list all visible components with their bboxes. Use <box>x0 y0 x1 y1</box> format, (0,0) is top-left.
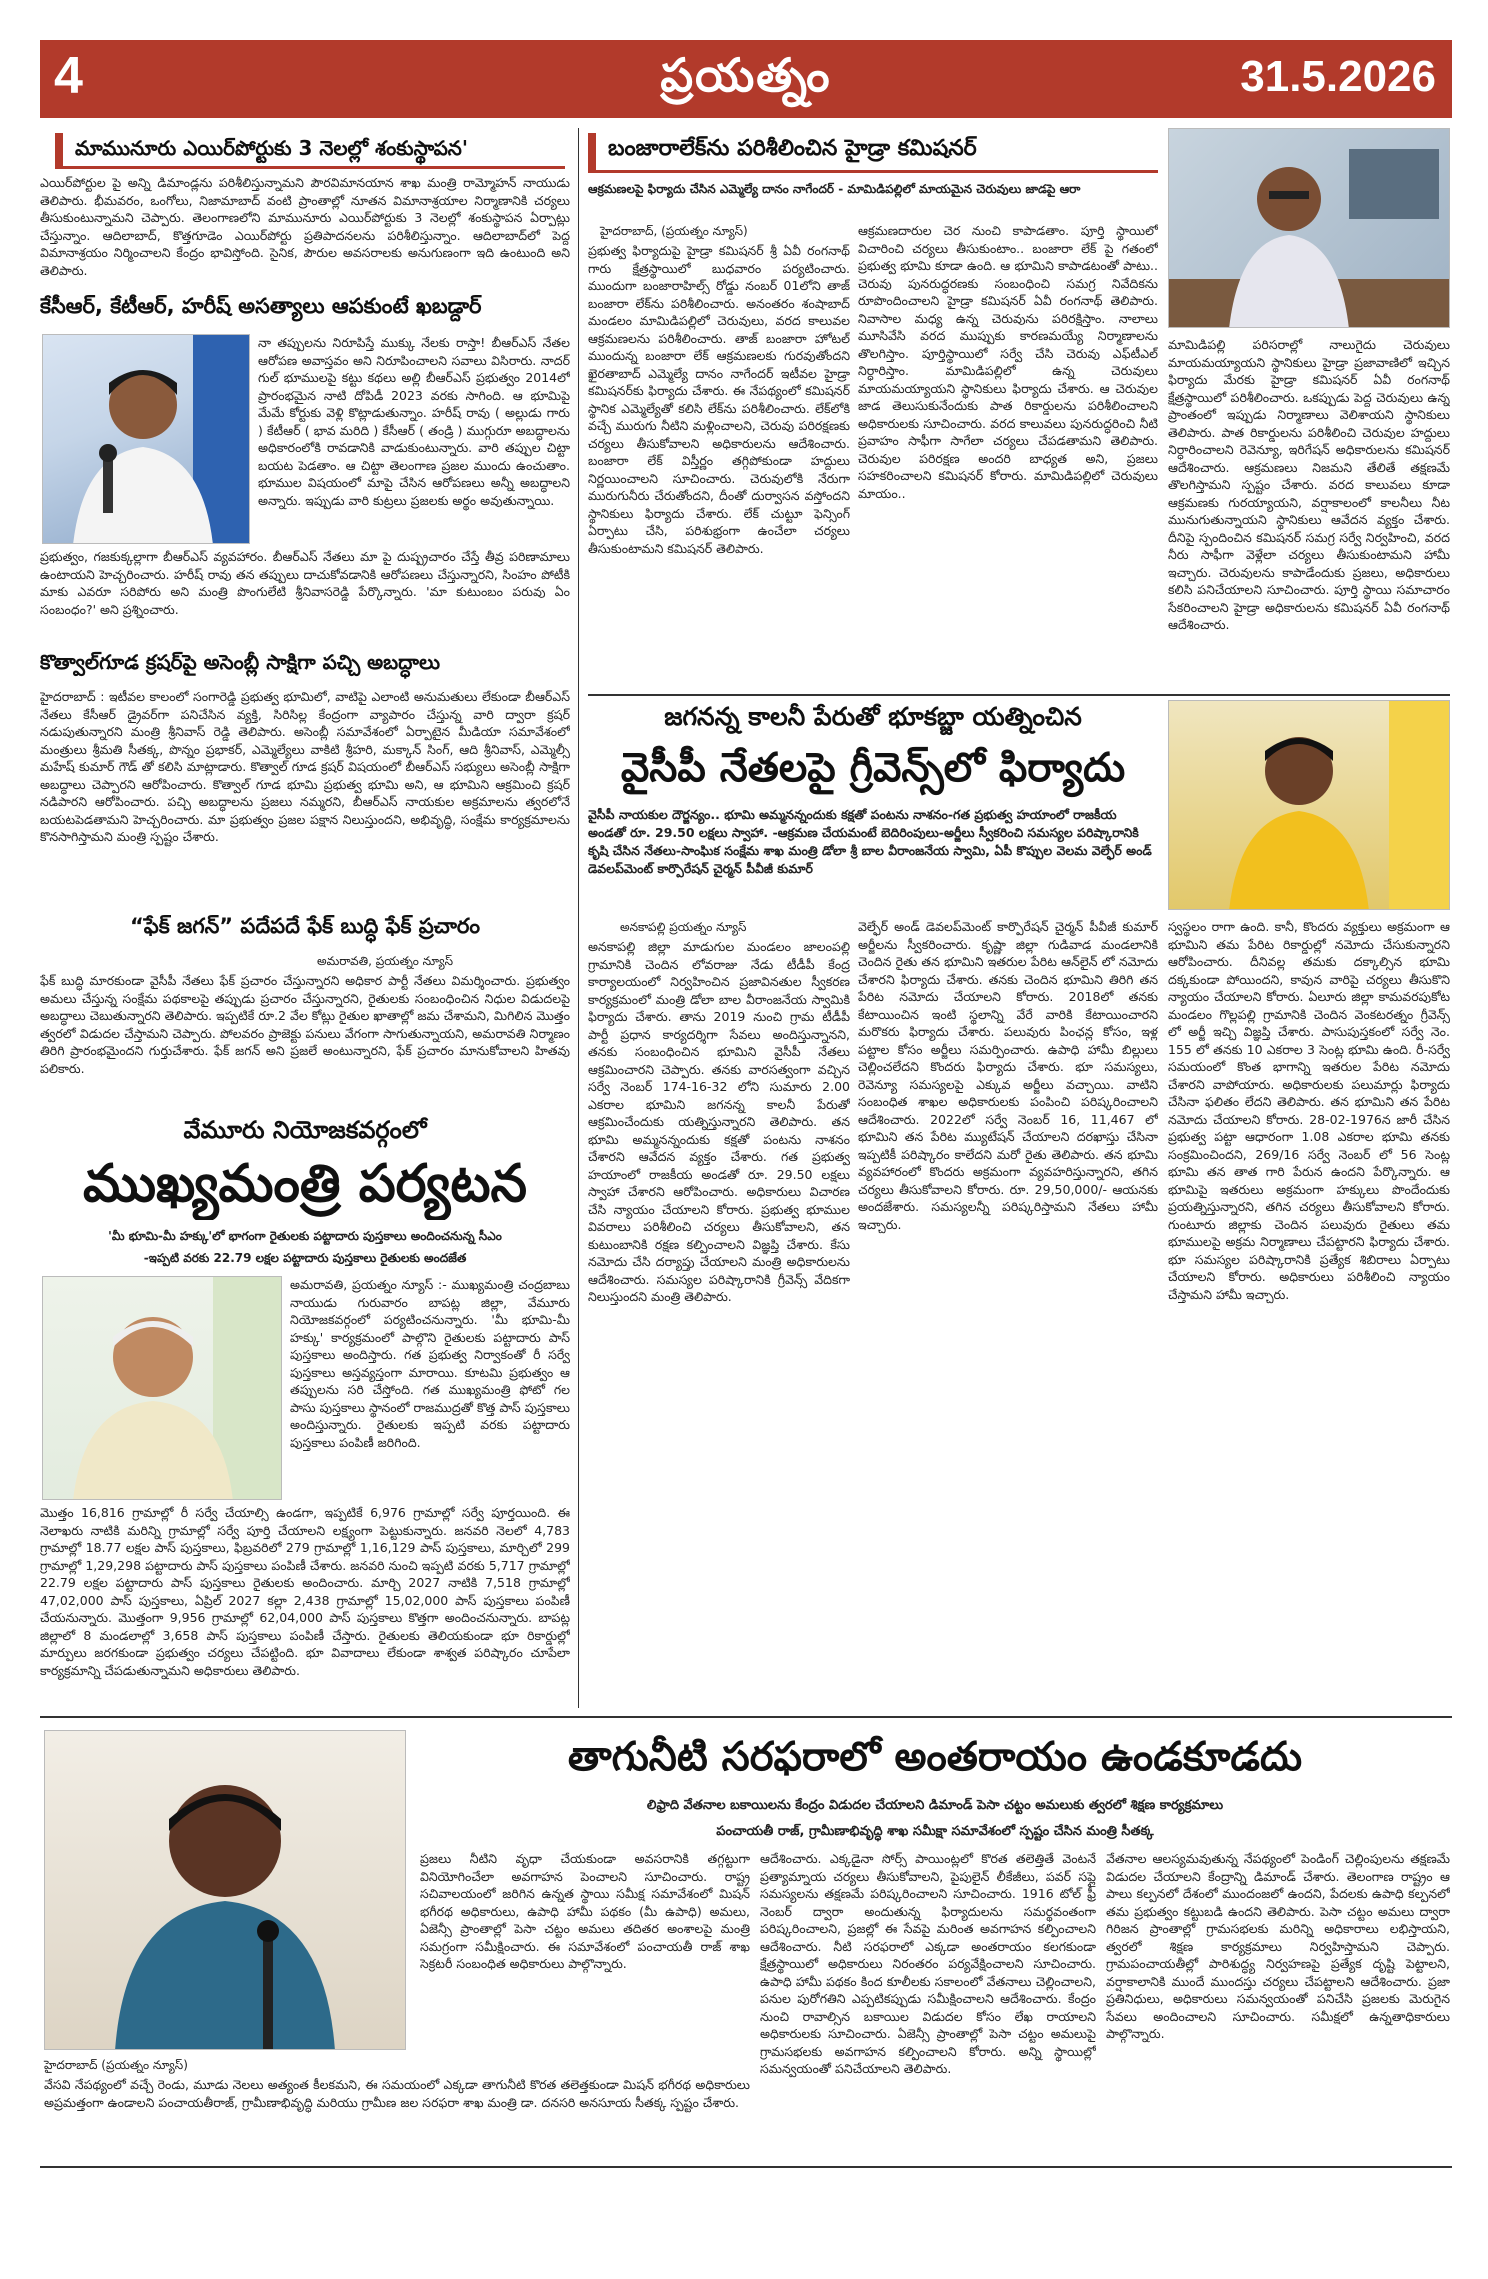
hydra-column-3: మామిడిపల్లి పరిసరాల్లో నాలుగైదు చెరువులు మాయమయ్యాయని స్థానికులు హైడ్రా ప్రజావాణిలో ఇచ్చిన ఫిర్యాదు మేరకు హైడ్రా కమిషనర్ ఏవీ రంగనాథ్ క్షేత్రస్థాయిలో పరిశీలించారు. ఒకప్పుడు పెద్ద చెరువులు ఉన్న ప్రాంతంలో ఇప్పుడు నిర్మాణాలు వెలిశాయని స్థానికులు తెలిపారు. పాత రికార్డులను పరిశీలించి చెరువుల హద్దులు నిర్ధారించాలని రెవెన్యూ, ఇరిగేషన్ అధికారులను కమిషనర్ ఆదేశించారు. ఆక్రమణలు నిజమని తేలితే తక్షణమే తొలగిస్తామని స్పష్టం చేశారు. వరద కాలువలు కూడా ఆక్రమణకు గురయ్యాయని, వర్షాకాలంలో కాలనీలు నీట మునుగుతున్నాయని స్థానికులు ఆవేదన వ్యక్తం చేశారు. దీనిపై స్పందించిన కమిషనర్ సమగ్ర సర్వే నిర్వహించి, వరద నీరు సాఫీగా వెళ్లేలా చర్యలు తీసుకుంటామని హామీ ఇచ్చారు. చెరువులను కాపాడేందుకు ప్రజలు, అధికారులు కలిసి పనిచేయాలని సూచించారు. పూర్తి స్థాయి సమాచారం సేకరించాలని హైడ్రా అధికారులను కమిషనర్ ఏవీ రంగనాథ్ ఆదేశించారు. <box>1168 337 1450 632</box>
airport-body: ఎయిర్‌పోర్టుల పై అన్ని డిమాండ్లను పరిశీలిస్తున్నామని పౌరవిమానయాన శాఖ మంత్రి రామ్మోహన్ నాయుడు తెలిపారు. భీమవరం, ఒంగోలు, నిజామాబాద్ వంటి ప్రాంతాల్లో నూతన విమానాశ్రయాల నిర్మాణానికి చర్యలు తీసుకుంటున్నామని చెప్పారు. తెలంగాణలోని మామునూరు ఎయిర్‌పోర్టుకు 3 నెలల్లో శంకుస్థాపన ఏర్పాట్లు చేస్తున్నాం. ఆదిలాబాద్, కొత్తగూడెం ఎయిర్‌పోర్టు ప్రతిపాదనలను పరిశీలిస్తున్నాం. ఆదిలాబాద్‌లో పెద్ద విమానాశ్రయం నిర్మించాలని కేంద్రం భావిస్తోంది. సైనిక, పౌరుల అవసరాలకు అనుగుణంగా ఇది ఉంటుంది అని తెలిపారు. <box>40 175 570 278</box>
ysrcp-column-1: అనకాపల్లి జిల్లా మాడుగుల మండలం జాలంపల్లి గ్రామానికి చెందిన లోవరాజు నేడు టీడీపీ కేంద్ర కార్యాలయంలో నిర్వహించిన ప్రజావినతుల స్వీకరణ కార్యక్రమంలో మంత్రి డోలా బాల వీరాంజనేయ స్వామికి ఫిర్యాదు చేశారు. తాను 2019 నుంచి గ్రామ టీడీపీ పార్టీ ప్రధాన కార్యదర్శిగా సేవలు అందిస్తున్నానని, తనకు సంబంధించిన భూమిని వైసీపీ నేతలు ఆక్రమించారని చెప్పారు. తనకు వారసత్వంగా వచ్చిన సర్వే నెంబర్ 174-16-32 లోని సుమారు 2.00 ఎకరాల భూమిని జగనన్న కాలనీ పేరుతో ఆక్రమించేందుకు యత్నిస్తున్నారని తెలిపారు. తన భూమి అమ్మనన్నందుకు కక్షతో పంటను నాశనం చేశారని ఆవేదన వ్యక్తం చేశారు. గత ప్రభుత్వ హయాంలో రాజకీయ అండతో రూ. 29.50 లక్షలు స్వాహా చేశారని ఆరోపించారు. అధికారులు విచారణ చేసి న్యాయం చేయాలని కోరారు. ప్రభుత్వ భూముల వివరాలు పరిశీలించి చర్యలు తీసుకోవాలని, తన కుటుంబానికి రక్షణ కల్పించాలని విజ్ఞప్తి చేశారు. కేసు నమోదు చేసి దర్యాప్తు చేయాలని మంత్రి అధికారులను ఆదేశించారు. సమస్యల పరిష్కారానికి గ్రీవెన్స్ వేదికగా నిలుస్తుందని మంత్రి తెలిపారు. <box>588 939 850 1304</box>
cm-kicker: వేమూరు నియోజకవర్గంలో <box>183 1116 427 1144</box>
cm-deck-1: 'మీ భూమి-మీ హక్కు'లో భాగంగా రైతులకు పట్టాదారు పుస్తకాలు అందించనున్న సీఎం <box>108 1229 502 1243</box>
minister-portrait-illustration <box>43 335 250 544</box>
minister-dola-photo <box>1168 700 1450 910</box>
minister-photo <box>42 334 250 544</box>
cm-headline: ముఖ్యమంత్రి పర్యటన <box>83 1154 527 1214</box>
commissioner-portrait-illustration <box>1169 129 1450 328</box>
cm-deck-2: -ఇప్పటి వరకు 22.79 లక్షల పట్టాదారు పుస్తకాలు రైతులకు అందజేత <box>143 1251 467 1265</box>
page-number: 4 <box>54 47 83 105</box>
section-rule <box>588 694 1450 696</box>
cm-photo <box>42 1276 282 1500</box>
fake-body: ఫేక్ బుద్ధి మారకుండా వైసీపీ నేతలు ఫేక్ ప్రచారం చేస్తున్నారని అధికార పార్టీ నేతలు విమర్శించారు. ప్రభుత్వం అమలు చేస్తున్న సంక్షేమ పథకాలపై తప్పుడు ప్రచారం చేస్తున్నారని, రైతులకు సంబంధించిన నిధుల విడుదలపై అబద్ధాలు చెబుతున్నారని తెలిపారు. ఇప్పటికే రూ.2 వేల కోట్లు రైతుల ఖాతాల్లో జమ చేశామని, మిగిలిన మొత్తం త్వరలో విడుదల చేస్తామని చెప్పారు. పోలవరం ప్రాజెక్టు పనులు వేగంగా సాగుతున్నాయని, అమరావతి నిర్మాణం తిరిగి ప్రారంభమైందని గుర్తుచేశారు. ఫేక్ జగన్ అని ప్రజలే అంటున్నారని, ఫేక్ ప్రచారం మానుకోవాలని హితవు పలికారు. <box>40 973 570 1076</box>
seethakka-photo <box>44 1730 406 2050</box>
column-divider <box>578 128 579 1708</box>
cm-portrait-illustration <box>43 1277 282 1500</box>
water-column-2: ఆదేశించారు. ఎక్కడైనా సోర్స్ పాయింట్లలో కొరత తలెత్తితే వెంటనే ప్రత్యామ్నాయ చర్యలు తీసుకోవాలని, పైపులైన్ లీకేజీలు, పవర్ సప్లై సమస్యలను తక్షణమే పరిష్కరించాలని సూచించారు. 1916 టోల్ ఫ్రీ నెంబర్ ద్వారా అందుతున్న ఫిర్యాదులను సమర్థవంతంగా పరిష్కరించాలని, ప్రజల్లో ఈ సేవపై మరింత అవగాహన కల్పించాలని ఆదేశించారు. నీటి సరఫరాలో ఎక్కడా అంతరాయం కలగకుండా క్షేత్రస్థాయిలో అధికారులు నిరంతరం పర్యవేక్షించాలని సూచించారు. ఉపాధి హామీ పథకం కింద కూలీలకు సకాలంలో వేతనాలు చెల్లించాలని, పనుల పురోగతిని ఎప్పటికప్పుడు సమీక్షించాలని ఆదేశించారు. కేంద్రం నుంచి రావాల్సిన బకాయిల విడుదల కోసం లేఖ రాయాలని అధికారులకు సూచించారు. ఏజెన్సీ ప్రాంతాల్లో పెసా చట్టం అమలుపై గ్రామసభలకు అవగాహన కల్పించాలని కోరారు. అన్ని స్థాయిల్లో సమన్వయంతో పనిచేయాలని తెలిపారు. <box>760 1851 1096 2076</box>
bottom-rule <box>40 1716 1452 1718</box>
cm-body-full: మొత్తం 16,816 గ్రామాల్లో రీ సర్వే చేయాల్సి ఉండగా, ఇప్పటికే 6,976 గ్రామాల్లో సర్వే పూర్తయింది. ఈ నెలాఖరు నాటికి మరిన్ని గ్రామాల్లో సర్వే పూర్తి చేయాలని లక్ష్యంగా పెట్టుకున్నారు. జనవరి నెలలో 4,783 గ్రామాల్లో 18.77 లక్షల పాస్ పుస్తకాలు, ఫిబ్రవరిలో 279 గ్రామాల్లో 1,16,129 పాస్ పుస్తకాలు, మార్చిలో 299 గ్రామాల్లో 1,29,298 పట్టాదారు పాస్ పుస్తకాలు పంపిణీ చేశారు. జనవరి నుంచి ఇప్పటి వరకు 5,717 గ్రామాల్లో 22.79 లక్షల పట్టాదారు పాస్ పుస్తకాలు రైతులకు అందించారు. మార్చి 2027 నాటికి 7,518 గ్రామాల్లో 47,02,000 పాస్ పుస్తకాలు, ఏప్రిల్ 2027 కల్లా 2,438 గ్రామాల్లో 15,02,000 పాస్ పుస్తకాలు పంపిణీ చేయనున్నారు. మొత్తంగా 9,956 గ్రామాల్లో 62,04,000 పాస్ పుస్తకాలు కొత్తగా అందించనున్నారు. బాపట్ల జిల్లాలో 8 మండలాల్లో 3,658 పాస్ పుస్తకాలు పంపిణీ చేస్తారు. రైతులకు తెలియకుండా భూ రికార్డుల్లో మార్పులు జరగకుండా ప్రభుత్వం చర్యలు చేపట్టింది. భూ వివాదాలు లేకుండా శాశ్వత పరిష్కారం చూపేలా కార్యక్రమాన్ని చేపడుతున్నామని అధికారులు తెలిపారు. <box>40 1505 570 1678</box>
hydra-headline: బంజారాలేక్‌ను పరిశీలించిన హైడ్రా కమిషనర్ <box>588 133 1158 173</box>
kcr-body-bottom: ప్రభుత్వం, గజకుక్కల్లాగా బీఆర్ఎస్ వ్యవహారం. బీఆర్ఎస్ నేతలు మా పై దుష్ప్రచారం చేస్తే తీవ్ర పరిణామాలు ఉంటాయని హెచ్చరించారు. హరీష్ రావు తన తప్పులు దాచుకోవడానికి ఆరోపణలు చేస్తున్నారని, సింహం పోటీకి మాకు ఎవరూ సరిపోరు అని మంత్రి పొంగులేటి శ్రీనివాసరెడ్డి పేర్కొన్నారు. 'మా కుటుంబం పరువు ఏం సంబంధం?' అని ప్రశ్నించారు. <box>40 549 570 617</box>
hydra-subhead: ఆక్రమణలపై ఫిర్యాదు చేసిన ఎమ్మెల్యే దానం నాగేందర్ - మామిడిపల్లిలో మాయమైన చెరువులు జాడపై ఆరా <box>588 182 1081 196</box>
minister-dola-portrait-illustration <box>1169 701 1450 910</box>
crusher-headline: కొత్వాల్‌గూడ క్రషర్‌పై అసెంబ్లీ సాక్షిగా పచ్చి అబద్ధాలు <box>40 650 441 674</box>
water-body-top: ప్రజలు నీటిని వృధా చేయకుండా అవసరానికి తగ్గట్టుగా వినియోగించేలా అవగాహన పెంచాలని సూచించారు. రాష్ట్ర సచివాలయంలో జరిగిన ఉన్నత స్థాయి సమీక్ష సమావేశంలో మిషన్ భగీరథ అధికారులు, ఉపాధి హామీ పథకం (మీ ఉపాధి) అమలు, ఏజెన్సీ ప్రాంతాల్లో పెసా చట్టం అమలు తదితర అంశాలపై మంత్రి సమగ్రంగా సమీక్షించారు. ఈ సమావేశంలో పంచాయతీ రాజ్ శాఖ సెక్రటరీ సంబంధిత అధికారులు పాల్గొన్నారు. <box>420 1851 750 1971</box>
paper-name: ప్రయత్నం <box>660 48 832 102</box>
hydra-column-1: ప్రభుత్వ ఫిర్యాదుపై హైడ్రా కమిషనర్ శ్రీ ఏవీ రంగనాథ్ గారు క్షేత్రస్థాయిలో బుధవారం పర్యటించారు. ముందుగా బంజారాహిల్స్ రోడ్డు నంబర్ 01లోని తాజ్ బంజారా లేక్‌ను పరిశీలించారు. అనంతరం శంషాబాద్ మండలం మామిడిపల్లిలో చెరువులు, వరద కాలువల ఆక్రమణలను పరిశీలించారు. తాజ్ బంజారా హోటల్ ముందున్న బంజారా లేక్ ఆక్రమణలకు గురవుతోందని ఖైరతాబాద్ ఎమ్మెల్యే దానం నాగేందర్ ఇటీవల హైడ్రా కమిషనర్‌కు ఫిర్యాదు చేశారు. ఈ నేపథ్యంలో కమిషనర్ స్థానిక ఎమ్మెల్యేతో కలిసి లేక్‌ను పరిశీలించారు. లేక్‌లోకి వచ్చే మురుగు నీటిని మళ్లించాలని, చెరువు పరిరక్షణకు చర్యలు తీసుకోవాలని అధికారులను ఆదేశించారు. బంజారా లేక్ విస్తీర్ణం తగ్గిపోకుండా హద్దులు నిర్ణయించాలని సూచించారు. చెరువులోకి నేరుగా మురుగునీరు చేరుతోందని, దీంతో దుర్వాసన వస్తోందని స్థానికులు ఫిర్యాదు చేశారు. లేక్ చుట్టూ ఫెన్సింగ్ ఏర్పాటు చేసి, పరిశుభ్రంగా ఉంచేలా చర్యలు తీసుకుంటామని కమిషనర్ తెలిపారు. <box>588 243 850 556</box>
kcr-headline: కేసీఆర్, కేటీఆర్, హరీష్ అసత్యాలు ఆపకుంటే ఖబడ్దార్ <box>40 294 482 318</box>
water-body-bottom: వేసవి నేపథ్యంలో వచ్చే రెండు, మూడు నెలలు అత్యంత కీలకమని, ఈ సమయంలో ఎక్కడా తాగునీటి కొరత తలెత్తకుండా మిషన్ భగీరథ అధికారులు అప్రమత్తంగా ఉండాలని పంచాయతీరాజ్, గ్రామీణాభివృద్ధి మరియు గ్రామీణ జల సరఫరా శాఖ మంత్రి డా. దనసరి అనసూయ సీతక్క స్పష్టం చేశారు. <box>44 2077 750 2110</box>
kcr-body-top: నా తప్పులను నిరూపిస్తే ముక్కు నేలకు రాస్తా! బీఆర్ఎస్ నేతల ఆరోపణ అవాస్తవం అని నిరూపించాలని సవాలు విసిరారు. నాదర్ గుల్ భూములపై కట్టు కథలు అల్లి బీఆర్ఎస్ ప్రభుత్వం 2014లో ప్రారంభమైన నాటి దోపిడీ 2023 వరకు సాగింది. ఆ భూమిపై మేమే కోర్టుకు వెళ్లి కొట్లాడుతున్నాం. హరీష్ రావు ( అల్లుడు గారు ) కేటీఆర్ ( భావ మరిది ) కేసీఆర్ ( తండ్రి ) ముగ్గురూ అబద్ధాలను అధికారంలోకి రావడానికి వాడుకుంటున్నారు. వారి తప్పుల చిట్టా బయట పెడతాం. ఆ చిట్టా తెలంగాణ ప్రజల ముందు ఉంచుతాం. భూముల విషయంలో మాపై చేసిన ఆరోపణలు అన్నీ అబద్ధాలని అన్నారు. ఇప్పుడు వారి కుట్రలు ప్రజలకు అర్థం అవుతున్నాయి. <box>258 335 570 508</box>
airport-headline: మామునూరు ఎయిర్‌పోర్టుకు 3 నెలల్లో శంకుస్థాపన' <box>55 133 565 169</box>
ysrcp-headline: వైసీపీ నేతలపై గ్రీవెన్స్‌లో ఫిర్యాదు <box>620 745 1126 791</box>
water-deck-2: పంచాయతీ రాజ్, గ్రామీణాభివృద్ధి శాఖ సమీక్షా సమావేశంలో స్పష్టం చేసిన మంత్రి సీతక్క <box>716 1824 1154 1839</box>
ysrcp-column-3: స్వస్థలం రాగా ఉంది. కానీ, కొందరు వ్యక్తులు అక్రమంగా ఆ భూమిని తమ పేరిట రికార్డుల్లో నమోదు చేసుకున్నారని ఆరోపించారు. దీనివల్ల తమకు దక్కాల్సిన భూమి దక్కకుండా పోయిందని, కావున వారిపై చర్యలు తీసుకొని న్యాయం చేయాలని కోరారు. ఏలూరు జిల్లా కామవరపుకోట మండలం గొల్లపల్లి గ్రామానికి చెందిన వెంకటరత్నం గ్రీవెన్స్ లో అర్జీ ఇచ్చి విజ్ఞప్తి చేశారు. పాసుపుస్తకంలో సర్వే నెం. 155 లో తనకు 10 ఎకరాల 3 సెంట్ల భూమి ఉంది. రీ-సర్వే సమయంలో కొంత భాగాన్ని ఇతరుల పేరిట నమోదు చేశారని వాపోయారు. అధికారులకు పలుమార్లు ఫిర్యాదు చేసినా ఫలితం లేదని తెలిపారు. తన భూమిని తన పేరిట నమోదు చేయాలని కోరారు. 28-02-1976న జారీ చేసిన ప్రభుత్వ పట్టా ఆధారంగా 1.08 ఎకరాల భూమి తనకు సంక్రమించిందని, 269/16 సర్వే నెంబర్ లో 56 సెంట్ల భూమి తన తాత గారి పేరున ఉందని పేర్కొన్నారు. ఆ భూమిపై ఇతరులు అక్రమంగా హక్కులు పొందేందుకు ప్రయత్నిస్తున్నారని, తగిన చర్యలు తీసుకోవాలని కోరారు. గుంటూరు జిల్లాకు చెందిన పలువురు రైతులు తమ భూములపై అక్రమ నిర్మాణాలు చేపట్టారని ఫిర్యాదు చేశారు. భూ సమస్యల పరిష్కారానికి ప్రత్యేక శిబిరాలు ఏర్పాటు చేయాలని కోరారు. అధికారులు పరిశీలించి న్యాయం చేస్తామని హామీ ఇచ్చారు. <box>1168 919 1450 1302</box>
bottom-box-rule <box>40 2166 1452 2168</box>
ysrcp-dateline: అనకాపల్లి ప్రయత్నం న్యూస్ <box>620 920 747 934</box>
commissioner-photo <box>1168 128 1450 328</box>
crusher-body: హైదరాబాద్ : ఇటీవల కాలంలో సంగారెడ్డి ప్రభుత్వ భూమిలో, వాటిపై ఎలాంటి అనుమతులు లేకుండా బీఆర్ఎస్ నేతలు కేసీఆర్ డ్రైవర్‌గా పనిచేసిన వ్యక్తి, సిరిసిల్ల కేంద్రంగా వ్యాపారం చేస్తున్న వారి ద్వారా క్రషర్ నడుపుతున్నారని మంత్రి శ్రీనివాస్ రెడ్డి తెలిపారు. అసెంబ్లీ సమావేశంలో ఏర్పాటైన మీడియా సమావేశంలో మంత్రులు శ్రీమతి సీతక్క, పొన్నం ప్రభాకర్, ఎమ్మెల్యేలు వాకిటి శ్రీహరి, మక్కాన్ సింగ్, ఆది శ్రీనివాస్, ఎమ్మెల్సీ మహేష్ కుమార్ గౌడ్ తో కలిసి మాట్లాడారు. కొత్వాల్ గూడ క్రషర్ విషయంలో బీఆర్ఎస్ సభ్యులు అసెంబ్లీ సాక్షిగా అబద్ధాలు చెప్పారని ఆరోపించారు. కొత్వాల్ గూడ భూమి ప్రభుత్వ భూమి అని, ఆ భూమిని ఆక్రమించి క్రషర్ నడిపారని ఆరోపించారు. పచ్చి అబద్ధాలను ప్రజలు నమ్మరని, బీఆర్ఎస్ నాయకుల అక్రమాలను త్వరలోనే బయటపెడతామని హెచ్చరించారు. మా ప్రభుత్వం ప్రజల పక్షాన నిలుస్తుందని, అభివృద్ధి, సంక్షేమ కార్యక్రమాలను కొనసాగిస్తామని మంత్రి స్పష్టం చేశారు. <box>40 689 570 844</box>
water-deck-1: లిఫ్రాది వేతనాల బకాయిలను కేంద్రం విడుదల చేయాలని డిమాండ్ పెసా చట్టం అమలుకు త్వరలో శిక్షణ కార్యక్రమాలు <box>646 1798 1224 1813</box>
ysrcp-kicker: జగనన్న కాలనీ పేరుతో భూకబ్జా యత్నించిన <box>664 702 1082 731</box>
masthead <box>40 40 1452 118</box>
issue-date: 31.5.2026 <box>1240 52 1436 101</box>
fake-dateline: అమరావతి, ప్రయత్నం న్యూస్ <box>317 954 453 968</box>
ysrcp-deck: వైసీపీ నాయకుల దౌర్జన్యం.. భూమి అమ్మనన్నందుకు కక్షతో పంటను నాశనం-గత ప్రభుత్వ హయాంలో రాజకీయ అండతో రూ. 29.50 లక్షలు స్వాహా. -ఆక్రమణ చేయమంటే బెదిరింపులు-అర్జీలు స్వీకరించి సమస్యల పరిష్కారానికి కృషి చేసిన నేతలు-సాంఘిక సంక్షేమ శాఖ మంత్రి డోలా శ్రీ బాల వీరాంజనేయ స్వామి, ఏపీ కొప్పుల వెలమ వెల్ఫేర్ అండ్ డెవలప్‌మెంట్ కార్పొరేషన్ చైర్మన్ పీవీజీ కుమార్ <box>588 807 1152 876</box>
water-column-3: వేతనాల ఆలస్యమవుతున్న నేపథ్యంలో పెండింగ్ చెల్లింపులను తక్షణమే విడుదల చేయాలని కేంద్రాన్ని డిమాండ్ చేశారు. తెలంగాణ రాష్ట్రం ఆ పాలు కల్పనలో దేశంలో ముందంజలో ఉందని, పేదలకు ఉపాధి కల్పనలో తమ ప్రభుత్వం కట్టుబడి ఉందని తెలిపారు. పెసా చట్టం అమలు ద్వారా గిరిజన ప్రాంతాల్లో గ్రామసభలకు మరిన్ని అధికారాలు లభిస్తాయని, త్వరలో శిక్షణ కార్యక్రమాలు నిర్వహిస్తామని చెప్పారు. గ్రామపంచాయతీల్లో పారిశుద్ధ్య నిర్వహణపై ప్రత్యేక దృష్టి పెట్టాలని, వర్షాకాలానికి ముందే ముందస్తు చర్యలు చేపట్టాలని ఆదేశించారు. ప్రజా ప్రతినిధులు, అధికారులు సమన్వయంతో పనిచేసి ప్రజలకు మెరుగైన సేవలు అందించాలని సూచించారు. సమీక్షలో ఉన్నతాధికారులు పాల్గొన్నారు. <box>1106 1851 1450 2041</box>
water-dateline: హైదరాబాద్ (ప్రయత్నం న్యూస్) <box>44 2058 188 2072</box>
hydra-dateline: హైదరాబాద్, (ప్రయత్నం న్యూస్) <box>600 224 748 238</box>
hydra-column-2: ఆక్రమణదారుల చెర నుంచి కాపాడతాం. పూర్తి స్థాయిలో విచారించి చర్యలు తీసుకుంటాం.. బంజారా లేక్ పై గతంలో ప్రభుత్వ భూమి కూడా ఉంది. ఆ భూమిని కాపాడటంతో పాటు.. చెరువు పునరుద్ధరణకు సంబంధించి సమగ్ర నివేదికను రూపొందించాలని హైడ్రా కమిషనర్ ఏవీ రంగనాథ్ తెలిపారు. నివాసాల మధ్య ఉన్న చెరువును పరిరక్షిస్తాం. నాలాలు మూసివేసి వరద ముప్పుకు కారణమయ్యే నిర్మాణాలను తొలగిస్తాం. పూర్తిస్థాయిలో సర్వే చేసి చెరువు ఎఫ్‌టీఎల్ నిర్ధారిస్తాం. మామిడిపల్లిలో ఉన్న చెరువులు మాయమయ్యాయని స్థానికులు ఫిర్యాదు చేశారు. ఆ చెరువుల జాడ తెలుసుకునేందుకు పాత రికార్డులను పరిశీలించాలని అధికారులకు సూచించారు. వరద కాలువలు పునరుద్ధరించి నీటి ప్రవాహం సాఫీగా సాగేలా చర్యలు చేపడతామని తెలిపారు. చెరువుల పరిరక్షణ అందరి బాధ్యత అని, ప్రజలు సహకరించాలని కమిషనర్ కోరారు. మామిడిపల్లిలో చెరువులు మాయం.. <box>858 223 1158 501</box>
water-headline: తాగునీటి సరఫరాలో అంతరాయం ఉండకూడదు <box>567 1734 1303 1780</box>
seethakka-portrait-illustration <box>45 1731 406 2050</box>
ysrcp-column-2: వెల్ఫేర్ అండ్ డెవలప్‌మెంట్ కార్పొరేషన్ చైర్మన్ పీవీజీ కుమార్ అర్జీలను స్వీకరించారు. కృష్ణా జిల్లా గుడివాడ మండలానికి చెందిన రైతు తన భూమిని ఇతరుల పేరిట ఆన్‌లైన్ లో నమోదు చేశారని ఫిర్యాదు చేశారు. తనకు చెందిన భూమిని తిరిగి తన పేరిట నమోదు చేయాలని కోరారు. 2018లో తనకు కేటాయించిన ఇంటి స్థలాన్ని వేరే వారికి కేటాయించారని మరొకరు ఫిర్యాదు చేశారు. పలువురు పింఛన్ల కోసం, ఇళ్ల పట్టాల కోసం అర్జీలు సమర్పించారు. ఉపాధి హామీ బిల్లులు చెల్లించలేదని కొందరు ఫిర్యాదు చేశారు. భూ సమస్యలు, రెవెన్యూ సమస్యలపై ఎక్కువ అర్జీలు వచ్చాయి. వాటిని సంబంధిత శాఖల అధికారులకు పంపించి పరిష్కరించాలని ఆదేశించారు. 2022లో సర్వే నెంబర్ 16, 11,467 లో భూమిని తన పేరిట మ్యుటేషన్ చేయాలని దరఖాస్తు చేసినా ఇప్పటికీ పరిష్కారం కాలేదని మరో రైతు తెలిపారు. తన భూమి వ్యవహారంలో కొందరు అక్రమంగా వ్యవహరిస్తున్నారని, తగిన చర్యలు తీసుకోవాలని కోరారు. రూ. 29,50,000/- ఆయనకు అందజేశారు. సమస్యలన్నీ పరిష్కరిస్తామని నేతలు హామీ ఇచ్చారు. <box>858 919 1158 1232</box>
cm-body-side: అమరావతి, ప్రయత్నం న్యూస్ :- ముఖ్యమంత్రి చంద్రబాబు నాయుడు గురువారం బాపట్ల జిల్లా, వేమూరు నియోజకవర్గంలో పర్యటించనున్నారు. 'మీ భూమి-మీ హక్కు' కార్యక్రమంలో పాల్గొని రైతులకు పట్టాదారు పాస్ పుస్తకాలు అందిస్తారు. గత ప్రభుత్వ నిర్వాకంతో రీ సర్వే పుస్తకాలు అస్తవ్యస్తంగా మారాయి. కూటమి ప్రభుత్వం ఆ తప్పులను సరి చేస్తోంది. గత ముఖ్యమంత్రి ఫోటో గల పాసు పుస్తకాలు స్థానంలో రాజముద్రతో కొత్త పాస్ పుస్తకాలు అందిస్తున్నారు. రైతులకు ఇప్పటి వరకు పట్టాదారు పుస్తకాలు పంపిణీ జరిగింది. <box>290 1277 570 1450</box>
fake-headline: “ఫేక్ జగన్” పదేపదే ఫేక్ బుద్ధి ఫేక్ ప్రచారం <box>129 914 481 938</box>
